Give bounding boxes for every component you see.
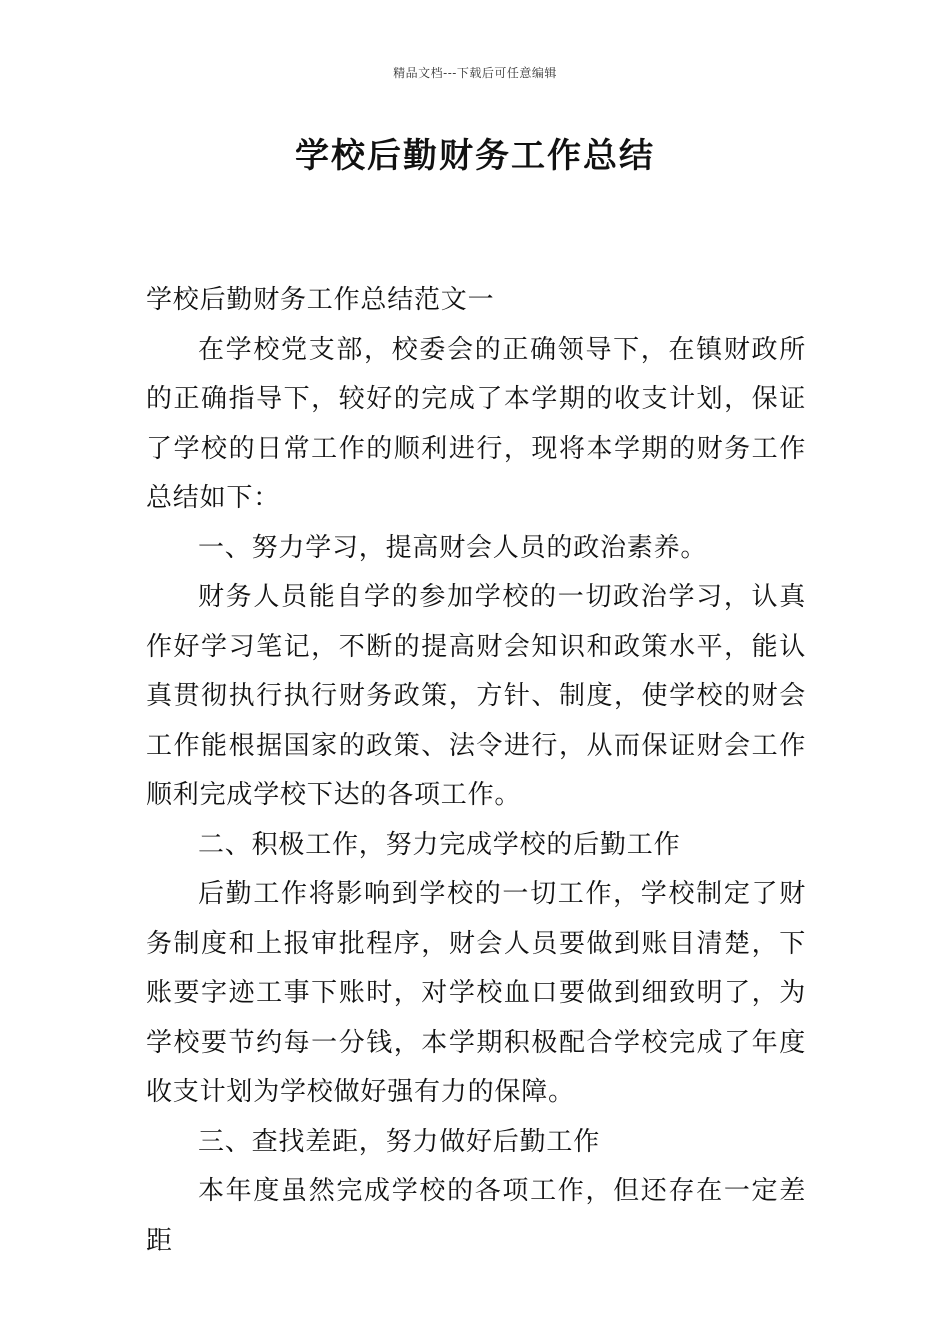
header-note: 精品文档---下载后可任意编辑: [393, 66, 557, 80]
paragraph-section-3: 本年度虽然完成学校的各项工作，但还存在一定差距: [146, 1176, 806, 1256]
document-title: 学校后勤财务工作总结: [295, 136, 655, 176]
section-heading-3: 三、查找差距，努力做好后勤工作: [198, 1126, 601, 1157]
paragraph-section-2: 后勤工作将影响到学校的一切工作，学校制定了财务制度和上报审批程序，财会人员要做到账目清楚，下账要字迹工事下账时，对学校血口要做到细致明了，为学校要节约每一分钱，本学期积极配合学校完成了年度收支计划为学校做好强有力的保障。: [146, 879, 806, 1107]
section-heading-1: 一、努力学习，提高财会人员的政治素养。: [198, 532, 708, 563]
paragraph-subtitle: 学校后勤财务工作总结范文一: [146, 285, 495, 315]
document-body: [146, 276, 806, 1266]
paragraph-section-1: 财务人员能自学的参加学校的一切政治学习，认真作好学习笔记，不断的提高财会知识和政策水平，能认真贯彻执行执行财务政策，方针、制度，使学校的财会工作能根据国家的政策、法令进行，从而保证财会工作顺利完成学校下达的各项工作。: [146, 582, 806, 810]
section-heading-2: 二、积极工作，努力完成学校的后勤工作: [198, 829, 681, 860]
paragraph-intro: 在学校党支部，校委会的正确领导下，在镇财政所的正确指导下，较好的完成了本学期的收支计划，保证了学校的日常工作的顺利进行，现将本学期的财务工作总结如下：: [146, 334, 806, 513]
